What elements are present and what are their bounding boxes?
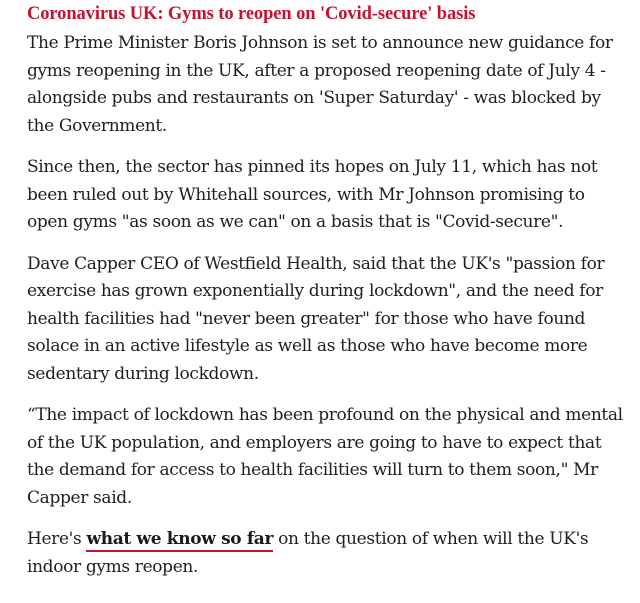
- paragraph-text-after-link: on the question of when will the UK's indoor gyms reopen.: [27, 529, 589, 577]
- paragraph-guidance: The Prime Minister Boris Johnson is set to announce new guidance for gyms reopening in the UK, after a proposed reopening date of July 4 - alongside pubs and restaurants on 'Super Saturday' - was blocked by the Government.: [27, 33, 613, 136]
- article-headline: Coronavirus UK: Gyms to reopen on 'Covid-secure' basis: [27, 4, 476, 24]
- paragraph-capper-quote: Dave Capper CEO of Westfield Health, said that the UK's "passion for exercise has grown exponentially during lockdown", and the need for health facilities had "never been greater" for those who have found solace in an active lifestyle as well as those who have become more sedentary during lockdown.: [27, 253, 605, 384]
- paragraph-july-11: Since then, the sector has pinned its hopes on July 11, which has not been ruled out by Whitehall sources, with Mr Johnson promising to open gyms "as soon as we can" on a basis that is "Covid-secure".: [27, 157, 598, 232]
- paragraph-what-we-know: [27, 526, 626, 581]
- what-we-know-link[interactable]: what we know so far: [86, 529, 273, 552]
- paragraph-text-before-link: Here's: [27, 529, 87, 549]
- paragraph-impact-quote: “The impact of lockdown has been profound on the physical and mental of the UK population, and employers are going to have to expect that the demand for access to health facilities will turn to them soon," Mr Capper said.: [27, 405, 623, 508]
